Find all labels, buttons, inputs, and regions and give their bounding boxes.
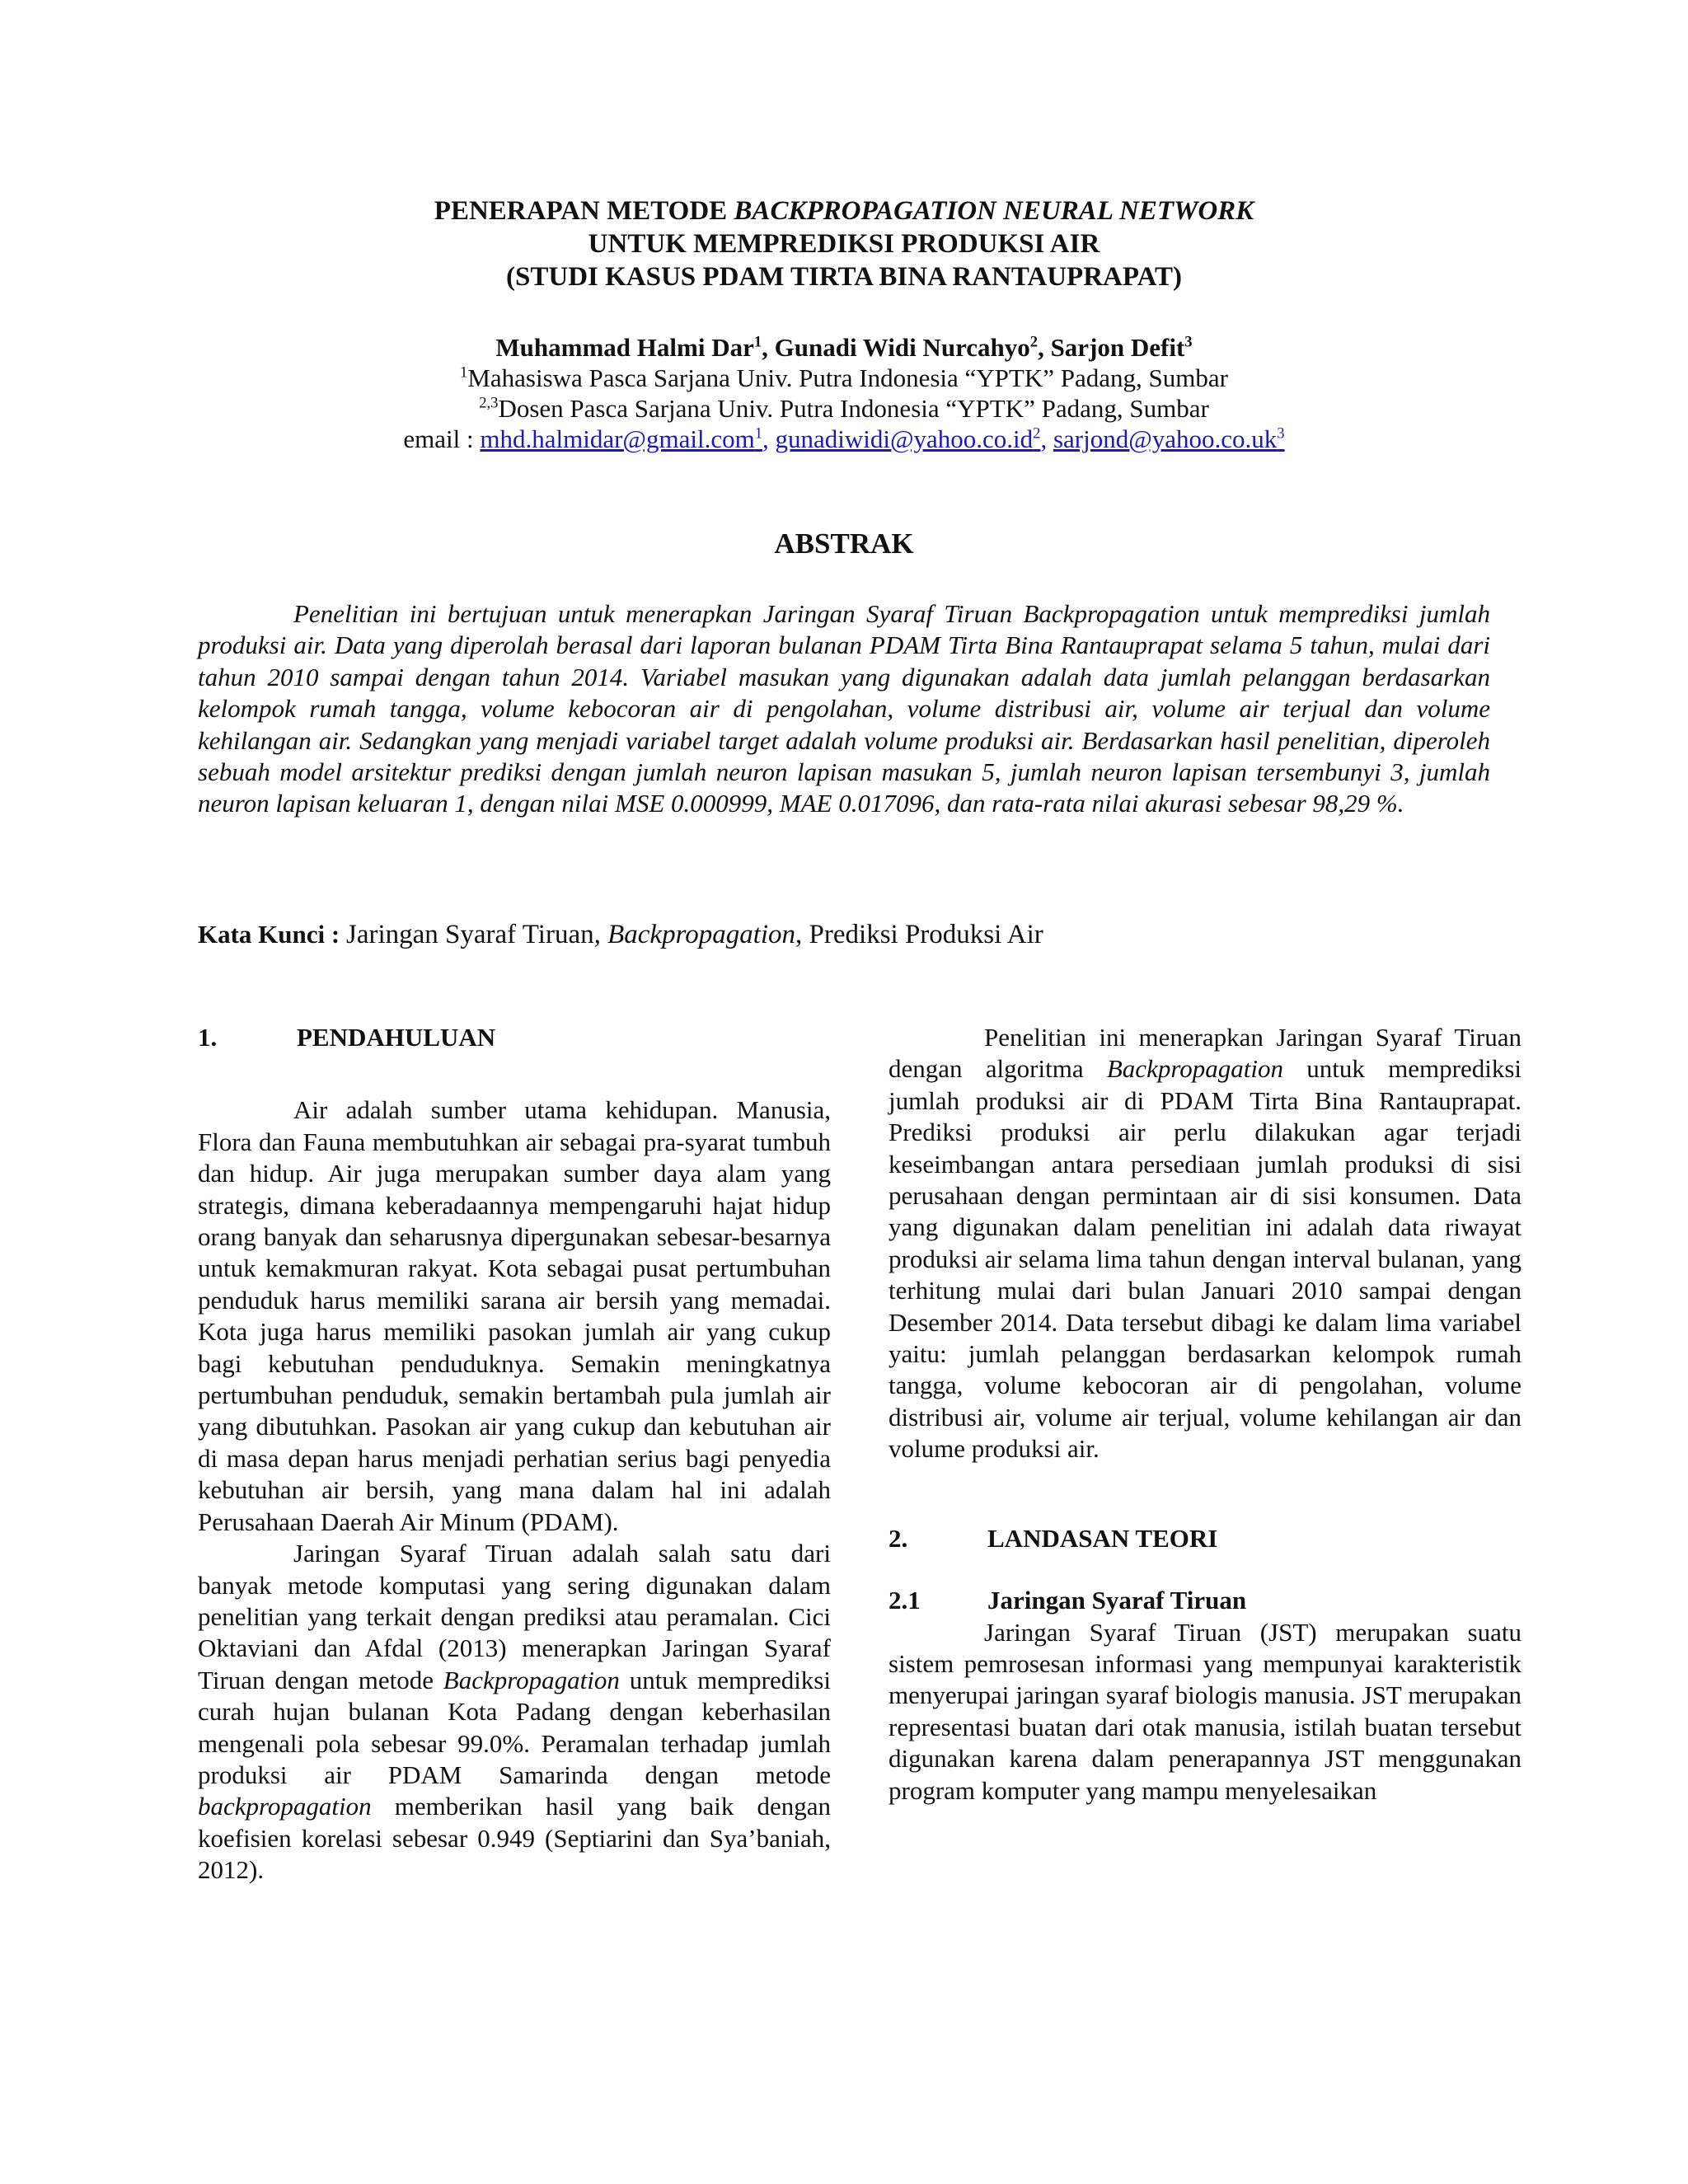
keyword-sep: ,: [795, 920, 809, 949]
keywords-label: Kata Kunci :: [198, 920, 346, 949]
author-2-sup: 2: [1029, 333, 1039, 351]
email-2-text[interactable]: gunadiwidi@yahoo.co.id: [775, 424, 1034, 453]
affiliation-2-sup: 2,3: [479, 394, 499, 412]
email-link-3[interactable]: [1053, 424, 1285, 453]
author-1: Muhammad Halmi Dar: [495, 333, 754, 362]
para-text: Penelitian ini menerapkan Jaringan Syaraf Tiruan dengan algoritma: [889, 1023, 1522, 1084]
email-sep: ,: [1040, 424, 1053, 453]
right-column: [889, 1022, 1522, 1807]
author-names: [198, 332, 1490, 363]
email-link-1[interactable]: [480, 424, 762, 453]
keyword-3: Prediksi Produksi Air: [809, 920, 1043, 949]
para-italic: backpropagation: [198, 1792, 372, 1821]
author-sep: ,: [1038, 333, 1051, 362]
author-2: Gunadi Widi Nurcahyo: [774, 333, 1030, 362]
para-text: untuk memprediksi curah hujan bulanan Kota Padang dengan keberhasilan mengenali pola sebesar 99.0%. Peramalan terhadap jumlah produksi air PDAM Samarinda dengan metode: [198, 1665, 831, 1789]
abstract-heading: ABSTRAK: [774, 527, 914, 560]
para-text: memberikan hasil yang baik dengan koefisien korelasi sebesar 0.949 (Septiarini dan Sya’baniah, 2012).: [198, 1792, 831, 1885]
affiliation-1-text: Mahasiswa Pasca Sarjana Univ. Putra Indonesia “YPTK” Padang, Sumbar: [467, 363, 1228, 392]
email-link-2[interactable]: [776, 424, 1041, 453]
para-italic: Backpropagation: [443, 1665, 620, 1694]
author-sep: ,: [762, 333, 775, 362]
para-text: Jaringan Syaraf Tiruan adalah salah satu dari banyak metode komputasi yang sering digunakan dalam penelitian yang terkait dengan prediksi atau peramalan. Cici Oktaviani dan Afdal (2013) menerapkan Jaringan Syaraf Tiruan dengan metode: [198, 1539, 831, 1694]
title-prefix: PENERAPAN METODE: [434, 196, 734, 226]
section-1-heading: [198, 1022, 831, 1053]
email-2-sup[interactable]: 2: [1033, 424, 1041, 443]
email-3-text[interactable]: sarjond@yahoo.co.uk: [1053, 424, 1278, 453]
email-sep: ,: [762, 424, 776, 453]
keyword-sep: ,: [593, 920, 608, 949]
email-3-sup[interactable]: 3: [1277, 424, 1285, 443]
section-1-title: PENDAHULUAN: [297, 1023, 496, 1052]
title-line-2: UNTUK MEMPREDIKSI PRODUKSI AIR: [588, 229, 1100, 259]
section-1-paragraph-1: Air adalah sumber utama kehidupan. Manusia, Flora dan Fauna membutuhkan air sebagai pra-syarat tumbuh dan hidup. Air juga merupakan sumber daya alam yang strategis, dimana keberadaannya mempengaruhi hajat hidup orang banyak dan seharusnya dipergunakan sebesar-besarnya untuk kemakmuran rakyat. Kota sebagai pusat pertumbuhan penduduk harus memiliki sarana air bersih yang memadai. Kota juga harus memiliki pasokan jumlah air yang cukup bagi kebutuhan penduduknya. Semakin meningkatnya pertumbuhan penduduk, semakin bertambah pula jumlah air yang dibutuhkan. Pasokan air yang cukup dan kebutuhan air di masa depan harus menjadi perhatian serius bagi penyedia kebutuhan air bersih, yang mana dalam hal ini adalah Perusahaan Daerah Air Minum (PDAM).: [198, 1095, 831, 1536]
author-block: [198, 332, 1490, 454]
email-1-sup[interactable]: 1: [754, 424, 762, 443]
affiliation-1-sup: 1: [460, 363, 468, 382]
section-2-number: 2.: [889, 1523, 908, 1553]
email-label: email :: [403, 424, 481, 453]
title-line-1: [198, 194, 1490, 227]
section-1-number: 1.: [198, 1023, 218, 1052]
email-line: [198, 424, 1490, 454]
author-3: Sarjon Defit: [1050, 333, 1185, 362]
para-italic: Backpropagation: [1106, 1054, 1283, 1084]
email-1-text[interactable]: mhd.halmidar@gmail.com: [480, 424, 755, 453]
section-2-heading: [889, 1523, 1522, 1554]
author-3-sup: 3: [1184, 333, 1193, 351]
paper-title: [198, 194, 1490, 293]
title-line-3: (STUDI KASUS PDAM TIRTA BINA RANTAUPRAPAT): [506, 262, 1182, 292]
affiliation-2-text: Dosen Pasca Sarjana Univ. Putra Indonesia “YPTK” Padang, Sumbar: [498, 394, 1209, 423]
keywords-line: [198, 918, 1490, 951]
keyword-2: Backpropagation: [607, 920, 796, 949]
subsection-2-1-title: Jaringan Syaraf Tiruan: [987, 1586, 1247, 1615]
section-1-paragraph-2: [198, 1538, 831, 1886]
affiliation-1: [198, 363, 1490, 393]
abstract-text: Penelitian ini bertujuan untuk menerapkan Jaringan Syaraf Tiruan Backpropagation untuk memprediksi jumlah produksi air. Data yang diperolah berasal dari laporan bulanan PDAM Tirta Bina Rantauprapat selama 5 tahun, mulai dari tahun 2010 sampai dengan tahun 2014. Variabel masukan yang digunakan adalah data jumlah pelanggan berdasarkan kelompok rumah tangga, volume kebocoran air di pengolahan, volume distribusi air, volume air terjual dan volume kehilangan air. Sedangkan yang menjadi variabel target adalah volume produksi air. Berdasarkan hasil penelitian, diperoleh sebuah model arsitektur prediksi dengan jumlah neuron lapisan masukan 5, jumlah neuron lapisan tersembunyi 3, jumlah neuron lapisan keluaran 1, dengan nilai MSE 0.000999, MAE 0.017096, dan rata-rata nilai akurasi sebesar 98,29 %.: [198, 599, 1490, 818]
para-text: untuk memprediksi jumlah produksi air di PDAM Tirta Bina Rantauprapat. Prediksi produksi air perlu dilakukan agar terjadi keseimbangan antara persediaan jumlah produksi di sisi perusahaan dengan permintaan air di sisi konsumen. Data yang digunakan dalam penelitian ini adalah data riwayat produksi air selama lima tahun dengan interval bulanan, yang terhitung mulai dari bulan Januari 2010 sampai dengan Desember 2014. Data tersebut dibagi ke dalam lima variabel yaitu: jumlah pelanggan berdasarkan kelompok rumah tangga, volume kebocoran air di pengolahan, volume distribusi air, volume air terjual, volume kehilangan air dan volume produksi air.: [889, 1054, 1522, 1464]
subsection-2-1-number: 2.1: [889, 1586, 921, 1615]
intro-paragraph-3: [889, 1022, 1522, 1465]
subsection-2-1-paragraph: Jaringan Syaraf Tiruan (JST) merupakan suatu sistem pemrosesan informasi yang mempunyai karakteristik menyerupai jaringan syaraf biologis manusia. JST merupakan representasi buatan dari otak manusia, istilah buatan tersebut digunakan karena dalam penerapannya JST menggunakan program komputer yang mampu menyelesaikan: [889, 1617, 1522, 1805]
author-1-sup: 1: [753, 333, 762, 351]
subsection-2-1-heading: [889, 1585, 1522, 1616]
keyword-1: Jaringan Syaraf Tiruan: [345, 920, 594, 949]
left-column: [198, 1022, 831, 1886]
section-2-title: LANDASAN TEORI: [987, 1523, 1218, 1553]
affiliation-2: [198, 393, 1490, 424]
title-italic: BACKPROPAGATION NEURAL NETWORK: [734, 196, 1254, 226]
